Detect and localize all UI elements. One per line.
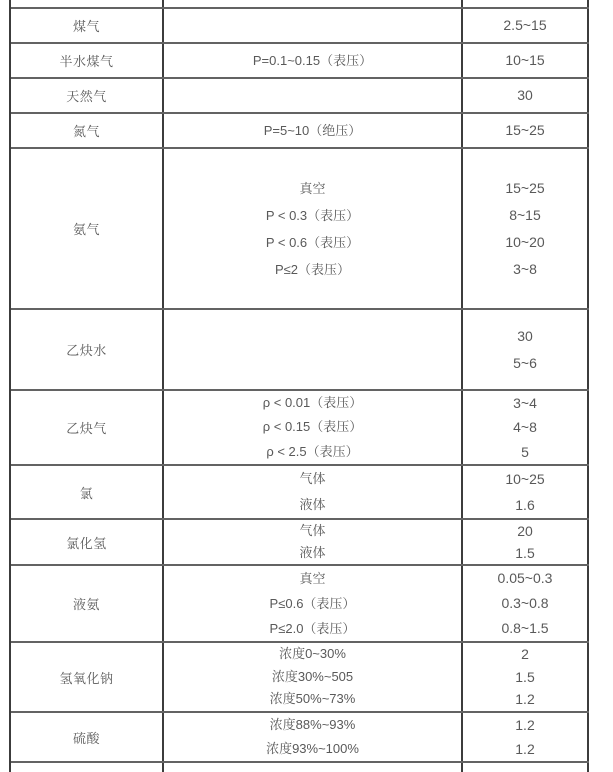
condition-cell	[164, 391, 463, 464]
condition-line: P=5~10（绝压）	[263, 123, 362, 138]
table-row	[11, 466, 589, 520]
medium-cell	[11, 391, 164, 464]
condition-line: P≤2.0（表压）	[269, 621, 356, 636]
condition-line: 浓度88%~93%	[269, 717, 356, 732]
condition-line: 真空	[299, 180, 326, 196]
medium-label: 氯化氢	[66, 535, 107, 551]
value-cell	[463, 44, 589, 77]
value-line: 4~8	[513, 419, 537, 436]
medium-label: 氨气	[72, 222, 100, 237]
value-line: 0.3~0.8	[501, 595, 549, 611]
medium-label: 乙炔气	[66, 421, 107, 436]
value-line: 20	[517, 523, 533, 539]
medium-cell	[11, 763, 164, 772]
condition-line: 浓度93%~100%	[266, 741, 359, 756]
table-row	[11, 643, 589, 713]
value-cell	[463, 713, 589, 761]
value-line: 30	[517, 327, 533, 344]
medium-label: 硫酸	[72, 730, 100, 746]
value-cell	[463, 310, 589, 389]
condition-cell	[164, 566, 463, 641]
table-rows	[11, 9, 589, 763]
condition-line: P≤2（表压）	[274, 261, 351, 277]
value-line: 1.2	[515, 741, 535, 757]
value-cell	[463, 643, 589, 711]
medium-label: 氯	[79, 485, 94, 501]
condition-line: 浓度50%~73%	[269, 691, 356, 707]
value-line: 1.2	[515, 717, 535, 733]
table-row	[11, 391, 589, 466]
media-velocity-table	[9, 0, 589, 772]
condition-cell	[164, 9, 463, 42]
table-row	[11, 149, 589, 310]
condition-line: ρ < 0.15（表压）	[262, 419, 363, 435]
value-line: 1.5	[515, 545, 535, 561]
value-cell	[463, 9, 589, 42]
value-cell	[463, 79, 589, 112]
condition-cell	[164, 643, 463, 711]
medium-cell	[11, 310, 164, 389]
condition-line: 气体	[299, 523, 326, 538]
table-row	[11, 9, 589, 44]
condition-cell	[164, 520, 463, 564]
table-row-partial-bottom	[11, 763, 589, 772]
condition-cell	[164, 763, 463, 772]
medium-label: 氢氧化钠	[59, 670, 114, 686]
value-line: 2.5~15	[503, 17, 547, 33]
table-row	[11, 79, 589, 114]
medium-cell	[11, 466, 164, 518]
value-cell	[463, 149, 589, 308]
table-row-partial-top	[11, 0, 589, 9]
value-line: 0.8~1.5	[501, 620, 549, 636]
medium-cell	[11, 79, 164, 112]
medium-cell	[11, 0, 164, 7]
value-line: 15~25	[505, 179, 545, 196]
medium-label: 煤气	[72, 19, 100, 34]
value-cell	[463, 466, 589, 518]
medium-cell	[11, 713, 164, 761]
medium-cell	[11, 643, 164, 711]
condition-line: 浓度30%~505	[271, 668, 354, 684]
condition-cell	[164, 149, 463, 308]
condition-cell	[164, 114, 463, 147]
condition-cell	[164, 79, 463, 112]
condition-cell	[164, 44, 463, 77]
value-line: 30	[517, 87, 533, 103]
medium-label: 乙炔水	[66, 343, 107, 358]
medium-label: 半水煤气	[59, 54, 114, 69]
value-cell	[463, 520, 589, 564]
value-cell	[463, 0, 589, 7]
medium-cell	[11, 149, 164, 308]
value-line: 3~4	[513, 395, 537, 411]
value-line: 1.6	[515, 497, 535, 513]
medium-cell	[11, 9, 164, 42]
medium-cell	[11, 44, 164, 77]
value-cell	[463, 763, 589, 772]
value-line: 10~20	[505, 233, 545, 250]
condition-cell	[164, 0, 463, 7]
value-line: 10~25	[505, 471, 545, 487]
condition-cell	[164, 310, 463, 389]
value-cell	[463, 114, 589, 147]
table-row	[11, 44, 589, 79]
condition-line: 浓度0~30%	[279, 646, 346, 661]
medium-cell	[11, 566, 164, 641]
value-line: 1.5	[515, 668, 535, 685]
medium-cell	[11, 114, 164, 147]
condition-line: P < 0.3（表压）	[265, 207, 360, 223]
condition-line: ρ < 2.5（表压）	[266, 443, 359, 459]
medium-label: 液氨	[72, 597, 100, 612]
table-row	[11, 520, 589, 566]
value-line: 0.05~0.3	[497, 570, 553, 586]
condition-cell	[164, 713, 463, 761]
table-row	[11, 566, 589, 643]
table-row	[11, 713, 589, 763]
medium-label: 氮气	[72, 124, 100, 139]
condition-line: P < 0.6（表压）	[265, 234, 360, 250]
condition-line: P≤0.6（表压）	[269, 596, 356, 611]
value-line: 15~25	[505, 122, 545, 138]
condition-cell	[164, 466, 463, 518]
value-cell	[463, 566, 589, 641]
condition-line: 液体	[299, 545, 326, 560]
condition-line: 真空	[299, 571, 326, 586]
value-line: 5	[521, 443, 529, 460]
value-line: 2	[521, 646, 529, 662]
medium-label: 天然气	[66, 89, 107, 104]
condition-line: P=0.1~0.15（表压）	[252, 53, 373, 68]
medium-cell	[11, 520, 164, 564]
table-row	[11, 114, 589, 149]
value-cell	[463, 391, 589, 464]
value-line: 5~6	[513, 354, 537, 371]
value-line: 1.2	[515, 691, 535, 708]
table-row	[11, 310, 589, 391]
condition-line: ρ < 0.01（表压）	[262, 395, 363, 410]
value-line: 10~15	[505, 52, 545, 68]
value-line: 8~15	[509, 206, 541, 223]
condition-line: 气体	[299, 471, 326, 486]
value-line: 3~8	[513, 260, 537, 277]
condition-line: 液体	[299, 497, 326, 512]
